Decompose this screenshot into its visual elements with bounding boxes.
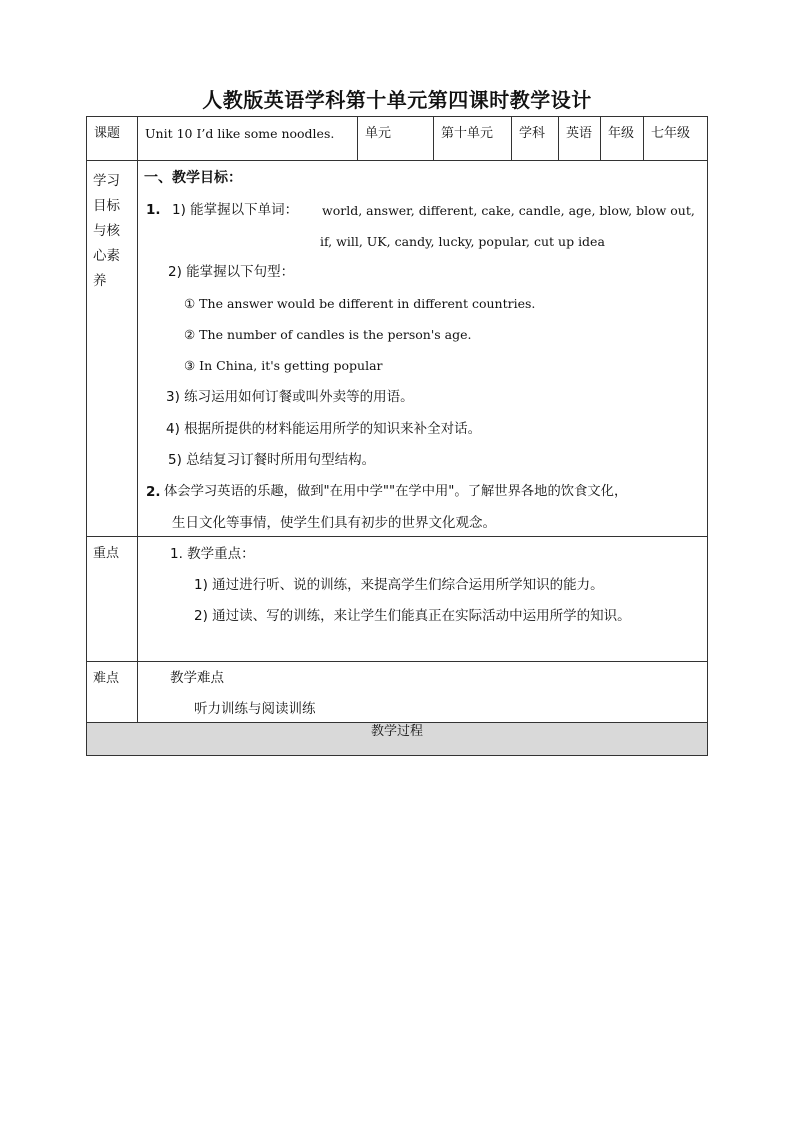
grade-label: 年级 [608,126,635,141]
goal-item2-line2: 生日文化等事情，使学生们具有初步的世界文化观念。 [172,515,496,531]
key-point-2: 2) 通过读、写的训练，来让学生们能真正在实际活动中运用所学的知识。 [194,608,631,624]
header-row [87,117,708,161]
difficulties-heading: 教学难点 [170,670,224,686]
key-points-content [138,537,707,661]
topic-value: Unit 10 I’d like some noodles. [145,126,335,141]
goal-sub1-prefix: 1) 能掌握以下单词： [172,202,299,218]
difficulties-item: 听力训练与阅读训练 [194,701,316,717]
goals-row [87,161,708,537]
process-label: 教学过程 [87,723,708,756]
difficulties-row [87,662,708,723]
difficulties-label-cell [87,662,138,723]
goal-words-line2: if, will, UK, candy, lucky, popular, cut up idea [320,234,605,249]
key-points-row [87,537,708,662]
topic-label-cell [87,117,138,161]
unit-value-cell [434,117,512,161]
process-row [87,723,708,756]
goal-sub4: 4) 根据所提供的材料能运用所学的知识来补全对话。 [166,421,482,437]
goals-content-cell [138,161,708,537]
goals-label: 学习目标与核心素养 [93,173,120,289]
grade-value: 七年级 [651,126,691,141]
goal-sentence-2: ② The number of candles is the person's age. [184,327,472,342]
goal-item1-number: 1. [146,202,161,218]
topic-value-cell [138,117,358,161]
key-point-1: 1) 通过进行听、说的训练，来提高学生们综合运用所学知识的能力。 [194,577,604,593]
goal-sub3: 3) 练习运用如何订餐或叫外卖等的用语。 [166,389,414,405]
grade-label-cell [601,117,644,161]
lesson-plan-table [86,116,708,756]
goals-content [138,161,707,536]
key-points-content-cell [138,537,708,662]
key-points-heading: 1. 教学重点： [170,546,255,562]
key-points-label-cell [87,537,138,662]
goals-label-cell [87,161,138,537]
unit-label-cell [358,117,434,161]
unit-value: 第十单元 [441,126,494,141]
difficulties-label: 难点 [93,671,120,686]
difficulties-content [138,662,707,722]
grade-value-cell [644,117,708,161]
goal-item2-number: 2. [146,484,161,500]
subject-value-cell [559,117,601,161]
goal-sub2: 2) 能掌握以下句型： [168,264,295,280]
key-points-label: 重点 [93,546,120,561]
unit-label: 单元 [365,126,392,141]
difficulties-content-cell [138,662,708,723]
document-title: 人教版英语学科第十单元第四课时教学设计 [202,88,592,112]
goals-section-title: 一、教学目标： [144,170,242,186]
topic-label: 课题 [94,126,121,141]
subject-label: 学科 [519,126,546,141]
goal-sentence-3: ③ In China, it's getting popular [184,358,383,373]
goal-sentence-1: ① The answer would be different in different countries. [184,296,536,311]
subject-value: 英语 [566,126,593,141]
subject-label-cell [512,117,559,161]
goal-words-line1: world, answer, different, cake, candle, age, blow, blow out, [322,203,695,218]
goal-sub5: 5) 总结复习订餐时所用句型结构。 [168,452,376,468]
goal-item2-line1: 体会学习英语的乐趣，做到"在用中学""在学中用"。了解世界各地的饮食文化， [164,484,628,499]
